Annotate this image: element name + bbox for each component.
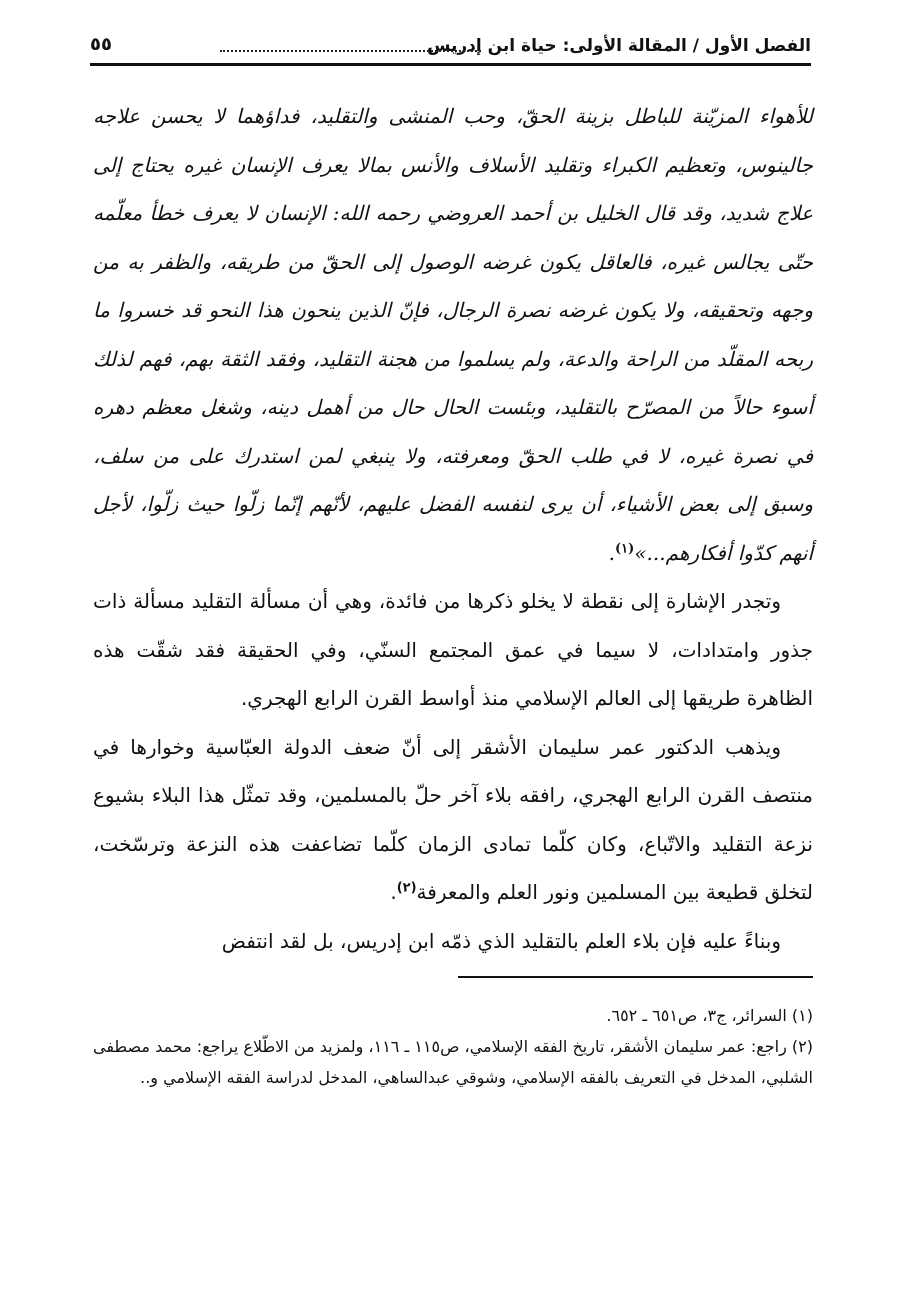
paragraph-taqlid-roots: وتجدر الإشارة إلى نقطة لا يخلو ذكرها من فائدة، وهي أن مسألة التقليد مسألة ذات جذور وامتدادات، لا سيما في عمق المجتمع السنّي، وفي الحقيقة فقد شقّت هذه الظاهرة طريقها إلى العالم الإسلامي منذ أواسط القرن الرابع الهجري. bbox=[93, 589, 813, 710]
quote-paragraph bbox=[93, 92, 813, 577]
footnote-rule bbox=[458, 976, 813, 978]
footnote-1: (١) السرائر، ج٣، ص٦٥١ ـ ٦٥٢. bbox=[606, 1006, 813, 1025]
quote-text: للأهواء المزيّنة للباطل بزينة الحقّ، وحب المنشى والتقليد، فداؤهما لا يحسن علاجه جالينوس، وتعظيم الكبراء وتقليد الأسلاف والأنس بمالا يعرف الإنسان غيره يحتاج إلى علاج شديد، وقد قال الخليل بن أحمد العروضي رحمه الله: الإنسان لا يعرف خطأ معلّمه حتّى يجالس غيره، فالعاقل يكون غرضه الوصول إلى الحقّ من طريقه، والظفر به من وجهه وتحقيقه، ولا يكون غرضه نصرة الرجال، فإنّ الذين ينحون هذا النحو قد خسروا ما ربحه المقلّد من الراحة والدعة، ولم يسلموا من هجنة التقليد، وفقد الثقة بهم، فهم لذلك أسوء حالاً من المصرّح بالتقليد، وبئست الحال حال من أهمل دينه، وشغل معظم دهره في نصرة غيره، لا في طلب الحقّ ومعرفته، ولا ينبغي لمن استدرك على من سلف، وسبق إلى بعض الأشياء، أن يرى لنفسه الفضل عليهم، لأنّهم إنّما زلّوا حيث زلّوا، لأجل أنهم كدّوا أفكارهم...» bbox=[93, 104, 814, 565]
footnote-ref-1: (١) bbox=[615, 540, 635, 556]
page-number: ٥٥ bbox=[90, 34, 112, 55]
quote-end: . bbox=[608, 540, 616, 565]
footnote-ref-2: (٢) bbox=[396, 880, 417, 896]
header-title: الفصل الأول / المقالة الأولى: حياة ابن إدريس bbox=[426, 36, 811, 56]
footnote-2: (٢) راجع: عمر سليمان الأشقر، تاريخ الفقه الإسلامي، ص١١٥ ـ ١١٦، ولمزيد من الاطّلاع يراجع: محمد مصطفى الشلبي، المدخل في التعريف بالفقه الإسلامي، وشوقي عبدالساهي، المدخل لدراسة الفقه الإسلامي و.. bbox=[93, 1037, 813, 1087]
main-text bbox=[93, 92, 813, 965]
paragraph-ashqar-text: ويذهب الدكتور عمر سليمان الأشقر إلى أنّ ضعف الدولة العبّاسية وخوارها في منتصف القرن الرابع الهجري، رافقه بلاء آخر حلّ بالمسلمين، وقد تمثّل هذا البلاء بشيوع نزعة التقليد والاتّباع، وكان كلّما تمادى الزمان كلّما تضاعفت هذه النزعة وترسّخت، لتخلق قطيعة بين المسلمين ونور العلم والمعرفة bbox=[93, 734, 813, 904]
paragraph-ashqar bbox=[93, 723, 813, 917]
paragraph-ashqar-end: . bbox=[390, 880, 397, 904]
footnotes bbox=[93, 1000, 813, 1093]
paragraph-continued: وبناءً عليه فإن بلاء العلم بالتقليد الذي ذمّه ابن إدريس، بل لقد انتفض bbox=[221, 928, 781, 953]
running-header bbox=[90, 28, 811, 62]
header-rule bbox=[90, 63, 811, 66]
header-leader-dots bbox=[220, 50, 481, 52]
